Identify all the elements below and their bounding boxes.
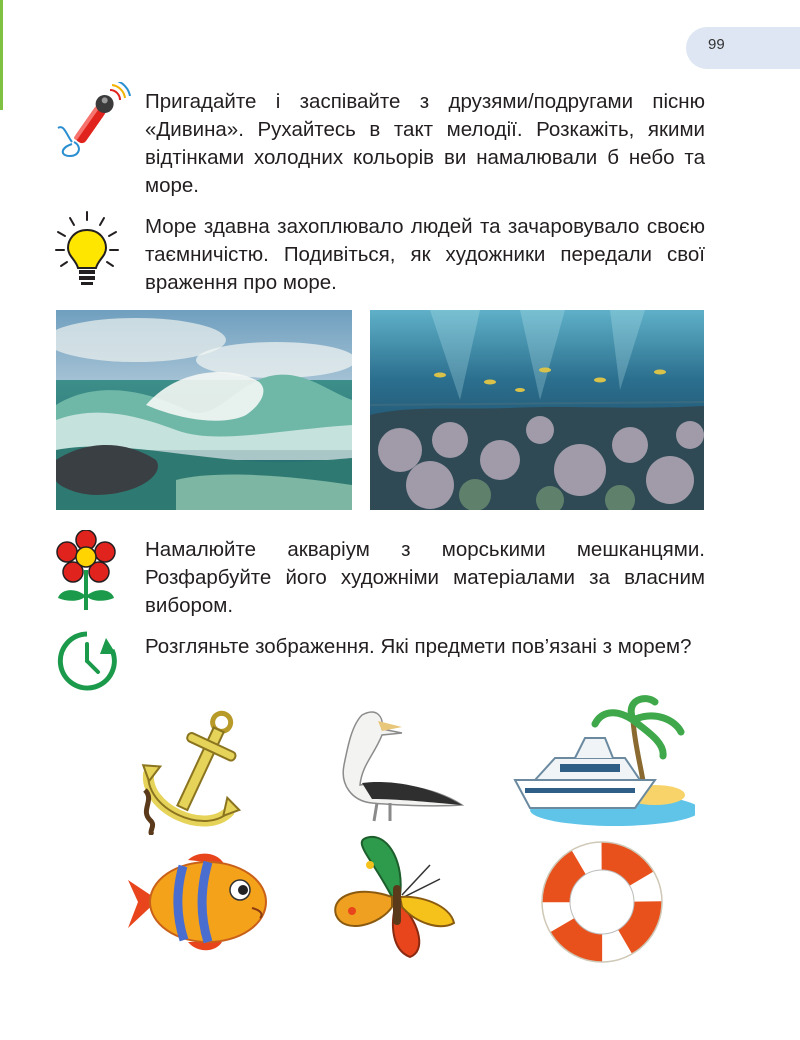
fish-picture <box>128 850 276 955</box>
sea-waves-painting <box>56 310 352 510</box>
instruction-aquarium: Намалюйте акваріум з морськими мешканцями. Розфарбуйте його художніми матеріалами за власним вибором. <box>145 538 705 617</box>
page-number-tab <box>686 27 800 69</box>
flower-icon <box>54 530 118 614</box>
instruction-sing: Пригадайте і заспівайте з друзями/подругами пісню «Дивина». Рухайтесь в такт мелодії. Розкажіть, якими відтінками холодних кольорів ви намалювали б небо та море. <box>145 90 705 197</box>
instruction-sea-intro: Море здавна захоплювало людей та зачаровувало своєю таємничістю. Подивіться, як художники передали свої враження про море. <box>145 215 705 294</box>
butterfly-picture <box>330 835 460 960</box>
page-number: 99 <box>708 36 725 53</box>
yacht-picture <box>505 680 695 830</box>
clock-icon <box>54 628 120 694</box>
microphone-icon <box>52 82 132 162</box>
seagull-picture <box>322 695 472 825</box>
instruction-identify: Розгляньте зображення. Які предмети пов’язані з морем? <box>145 635 692 658</box>
page-edge-strip <box>0 0 3 110</box>
anchor-picture <box>125 700 260 835</box>
underwater-reef-painting <box>370 310 704 510</box>
lifebuoy-picture <box>537 840 667 965</box>
lightbulb-icon <box>52 210 122 290</box>
